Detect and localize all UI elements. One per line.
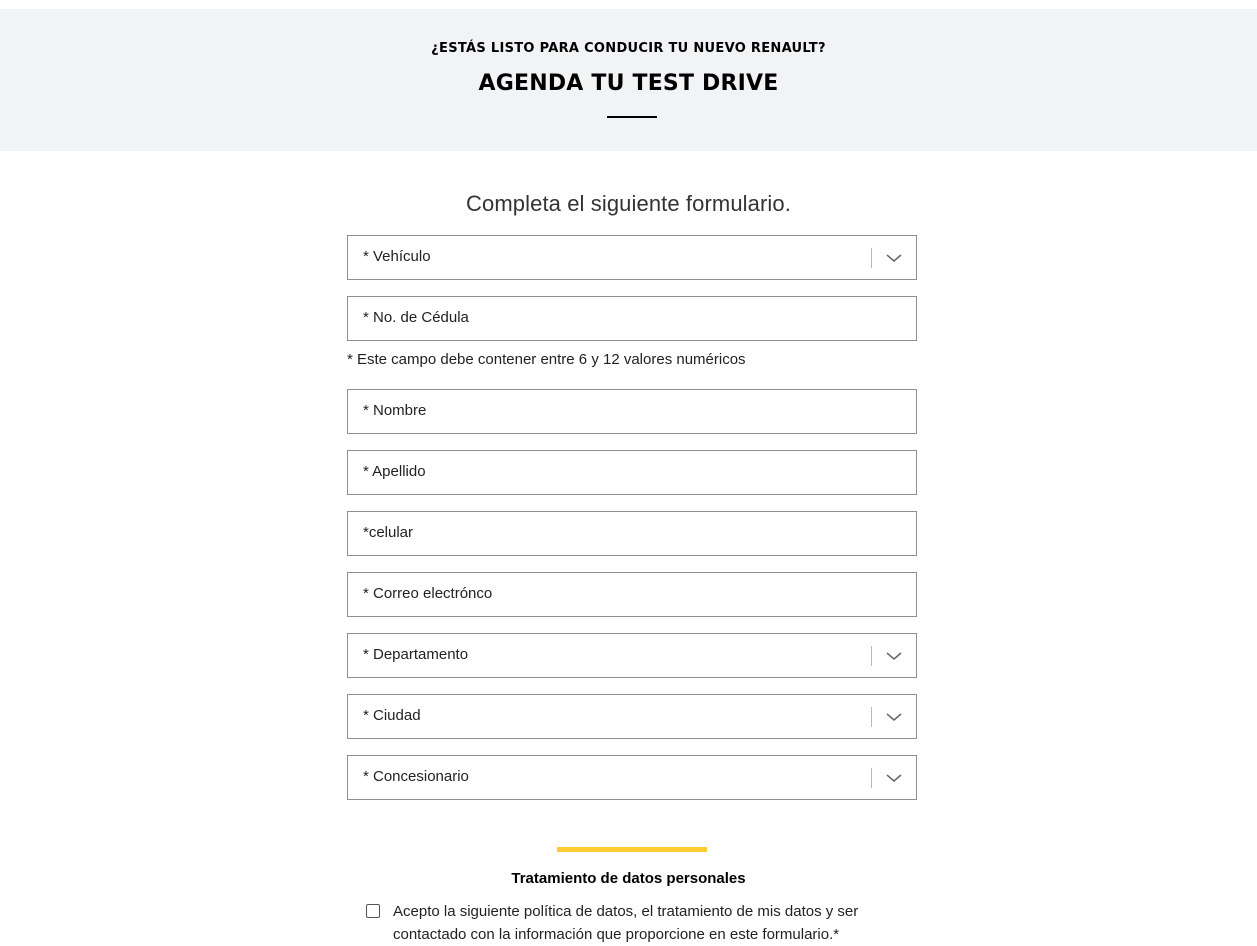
- ciudad-select-placeholder: * Ciudad: [363, 707, 421, 724]
- apellido-field[interactable]: [347, 450, 917, 495]
- concesionario-select-placeholder: * Concesionario: [363, 768, 469, 785]
- top-strip: [0, 0, 1257, 9]
- section-accent-bar: [557, 847, 707, 852]
- celular-field[interactable]: [347, 511, 917, 556]
- privacy-section-title: Tratamiento de datos personales: [511, 870, 746, 887]
- chevron-down-icon: [885, 708, 903, 726]
- apellido-field-placeholder: * Apellido: [363, 463, 426, 480]
- concesionario-select[interactable]: [347, 755, 917, 800]
- select-separator: [871, 768, 872, 788]
- hero-eyebrow: ¿ESTÁS LISTO PARA CONDUCIR TU NUEVO RENAULT?: [431, 41, 826, 56]
- vehicle-select[interactable]: [347, 235, 917, 280]
- hero-banner: [0, 9, 1257, 151]
- cedula-field-placeholder: * No. de Cédula: [363, 309, 469, 326]
- select-separator: [871, 646, 872, 666]
- privacy-consent-checkbox[interactable]: [366, 904, 380, 918]
- select-separator: [871, 248, 872, 268]
- ciudad-select[interactable]: [347, 694, 917, 739]
- nombre-field[interactable]: [347, 389, 917, 434]
- cedula-hint: * Este campo debe contener entre 6 y 12 valores numéricos: [347, 351, 746, 368]
- chevron-down-icon: [885, 769, 903, 787]
- select-separator: [871, 707, 872, 727]
- vehicle-select-placeholder: * Vehículo: [363, 248, 431, 265]
- email-field[interactable]: [347, 572, 917, 617]
- nombre-field-placeholder: * Nombre: [363, 402, 427, 419]
- title-divider: [607, 116, 657, 118]
- departamento-select[interactable]: [347, 633, 917, 678]
- form-heading: Completa el siguiente formulario.: [466, 191, 791, 216]
- celular-field-placeholder: *celular: [363, 524, 414, 541]
- privacy-consent-label: Acepto la siguiente política de datos, el tratamiento de mis datos y ser contactado con la información que proporcione en este formulario.*: [393, 903, 859, 943]
- chevron-down-icon: [885, 249, 903, 267]
- email-field-placeholder: * Correo electrónco: [363, 585, 493, 602]
- page-title: AGENDA TU TEST DRIVE: [478, 71, 779, 96]
- cedula-field[interactable]: [347, 296, 917, 341]
- departamento-select-placeholder: * Departamento: [363, 646, 469, 663]
- chevron-down-icon: [885, 647, 903, 665]
